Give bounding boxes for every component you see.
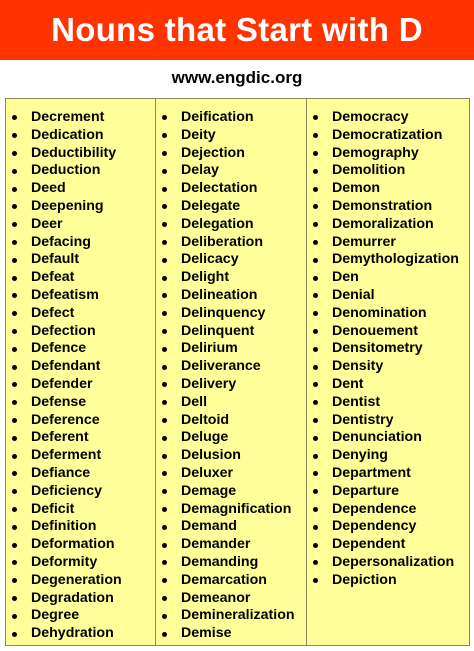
- bullet-icon: [162, 400, 167, 405]
- word-text: Deficiency: [31, 482, 102, 499]
- word-item: [307, 412, 469, 430]
- bullet-icon: [162, 418, 167, 423]
- word-item: [307, 234, 469, 252]
- word-item: [6, 358, 155, 376]
- word-text: Deity: [181, 126, 216, 143]
- bullet-icon: [12, 560, 17, 565]
- word-text: Departure: [332, 482, 400, 499]
- word-text: Delegation: [181, 215, 254, 232]
- word-text: Decrement: [31, 109, 105, 125]
- word-text: Defense: [31, 393, 87, 410]
- word-item: [156, 412, 306, 430]
- word-item: [156, 465, 306, 483]
- word-text: Definition: [31, 518, 97, 535]
- word-text: Demolition: [332, 162, 406, 179]
- word-text: Demanding: [181, 553, 259, 570]
- bullet-icon: [162, 329, 167, 334]
- word-item: [6, 109, 155, 127]
- word-item: [156, 145, 306, 163]
- word-text: Deltoid: [181, 411, 230, 428]
- bullet-icon: [12, 525, 17, 530]
- bullet-icon: [12, 187, 17, 192]
- word-item: [6, 145, 155, 163]
- bullet-icon: [162, 311, 167, 316]
- bullet-icon: [162, 222, 167, 227]
- word-item: [156, 198, 306, 216]
- word-text: Denouement: [332, 322, 418, 339]
- word-item: [6, 376, 155, 394]
- word-item: [6, 572, 155, 590]
- word-text: Department: [332, 464, 411, 481]
- word-item: [6, 536, 155, 554]
- bullet-icon: [162, 454, 167, 459]
- word-item: [6, 251, 155, 269]
- bullet-icon: [313, 454, 318, 459]
- word-text: Deliberation: [181, 233, 263, 250]
- bullet-icon: [162, 382, 167, 387]
- word-item: [307, 376, 469, 394]
- word-item: [307, 145, 469, 163]
- bullet-icon: [162, 507, 167, 512]
- word-text: Dehydration: [31, 625, 114, 642]
- word-text: Deepening: [31, 197, 104, 214]
- word-text: Defeat: [31, 269, 75, 286]
- word-text: Deer: [31, 215, 63, 232]
- bullet-icon: [12, 436, 17, 441]
- word-item: [6, 305, 155, 323]
- word-text: Demythologization: [332, 251, 459, 268]
- word-text: Dependent: [332, 536, 406, 553]
- word-text: Demonstration: [332, 197, 433, 214]
- word-text: Demineralization: [181, 607, 295, 624]
- word-item: [156, 251, 306, 269]
- word-item: [156, 394, 306, 412]
- word-item: [156, 287, 306, 305]
- word-item: [6, 323, 155, 341]
- bullet-icon: [12, 293, 17, 298]
- word-text: Defeatism: [31, 286, 99, 303]
- word-text: Delinquency: [181, 304, 266, 321]
- bullet-icon: [313, 222, 318, 227]
- bullet-icon: [12, 578, 17, 583]
- word-text: Defiance: [31, 464, 91, 481]
- word-text: Demoralization: [332, 215, 434, 232]
- word-item: [307, 465, 469, 483]
- bullet-icon: [12, 240, 17, 245]
- word-item: [307, 429, 469, 447]
- bullet-icon: [12, 543, 17, 548]
- bullet-icon: [162, 258, 167, 263]
- website-label: www.engdic.org: [171, 68, 303, 87]
- word-item: [307, 109, 469, 127]
- bullet-icon: [313, 187, 318, 192]
- word-item: [6, 518, 155, 536]
- word-item: [307, 198, 469, 216]
- word-text: Dent: [332, 375, 364, 392]
- bullet-icon: [313, 311, 318, 316]
- word-text: Defection: [31, 322, 96, 339]
- bullet-icon: [12, 614, 17, 619]
- bullet-icon: [162, 560, 167, 565]
- word-item: [156, 536, 306, 554]
- word-item: [156, 340, 306, 358]
- word-item: [156, 554, 306, 572]
- word-text: Densitometry: [332, 340, 423, 357]
- bullet-icon: [12, 347, 17, 352]
- word-item: [307, 127, 469, 145]
- bullet-icon: [12, 507, 17, 512]
- word-text: Deferent: [31, 429, 89, 446]
- word-text: Delegate: [181, 197, 241, 214]
- word-item: [6, 447, 155, 465]
- word-item: [6, 429, 155, 447]
- word-text: Denomination: [332, 304, 427, 321]
- word-text: Denying: [332, 447, 388, 464]
- word-text: Denial: [332, 286, 375, 303]
- bullet-icon: [313, 578, 318, 583]
- word-text: Delight: [181, 269, 230, 286]
- word-item: [307, 536, 469, 554]
- word-item: [156, 607, 306, 625]
- word-item: [156, 483, 306, 501]
- word-item: [307, 251, 469, 269]
- word-text: Depiction: [332, 571, 397, 588]
- word-item: [156, 447, 306, 465]
- word-text: Deformation: [31, 536, 115, 553]
- bullet-icon: [313, 240, 318, 245]
- word-item: [307, 518, 469, 536]
- word-text: Demander: [181, 536, 251, 553]
- bullet-icon: [313, 329, 318, 334]
- word-text: Degeneration: [31, 571, 122, 588]
- bullet-icon: [313, 382, 318, 387]
- word-item: [307, 162, 469, 180]
- word-text: Dentist: [332, 393, 381, 410]
- word-board: [5, 98, 470, 646]
- word-text: Dell: [181, 393, 208, 410]
- word-item: [6, 269, 155, 287]
- word-item: [6, 394, 155, 412]
- word-item: [156, 625, 306, 643]
- bullet-icon: [12, 169, 17, 174]
- word-item: [156, 590, 306, 608]
- bullet-icon: [12, 489, 17, 494]
- word-text: Defence: [31, 340, 87, 357]
- bullet-icon: [313, 400, 318, 405]
- word-item: [6, 287, 155, 305]
- word-item: [307, 340, 469, 358]
- bullet-icon: [313, 133, 318, 138]
- bullet-icon: [313, 489, 318, 494]
- bullet-icon: [313, 525, 318, 530]
- page-title: Nouns that Start with D: [51, 11, 423, 48]
- bullet-icon: [313, 169, 318, 174]
- word-item: [6, 216, 155, 234]
- bullet-icon: [162, 169, 167, 174]
- bullet-icon: [313, 543, 318, 548]
- word-item: [307, 269, 469, 287]
- title-banner: [0, 0, 474, 60]
- word-text: Delivery: [181, 375, 237, 392]
- word-text: Deference: [31, 411, 100, 428]
- word-item: [307, 287, 469, 305]
- word-item: [156, 162, 306, 180]
- word-text: Delicacy: [181, 251, 239, 268]
- word-item: [307, 483, 469, 501]
- word-text: Demurrer: [332, 233, 396, 250]
- word-text: Defect: [31, 304, 75, 321]
- word-text: Defendant: [31, 358, 101, 375]
- bullet-icon: [162, 204, 167, 209]
- word-item: [307, 358, 469, 376]
- word-text: Democracy: [332, 109, 409, 125]
- bullet-icon: [12, 365, 17, 370]
- bullet-icon: [12, 151, 17, 156]
- word-text: Demarcation: [181, 571, 267, 588]
- bullet-icon: [162, 133, 167, 138]
- word-item: [156, 234, 306, 252]
- bullet-icon: [313, 115, 318, 120]
- bullet-icon: [162, 365, 167, 370]
- word-item: [156, 518, 306, 536]
- word-item: [156, 216, 306, 234]
- bullet-icon: [12, 400, 17, 405]
- word-item: [6, 483, 155, 501]
- word-item: [6, 162, 155, 180]
- bullet-icon: [162, 596, 167, 601]
- word-item: [6, 198, 155, 216]
- bullet-icon: [12, 258, 17, 263]
- word-text: Dejection: [181, 144, 245, 161]
- bullet-icon: [162, 471, 167, 476]
- bullet-icon: [313, 151, 318, 156]
- word-item: [156, 376, 306, 394]
- word-item: [156, 269, 306, 287]
- word-column-2: [155, 99, 306, 645]
- word-item: [307, 554, 469, 572]
- bullet-icon: [162, 115, 167, 120]
- word-item: [307, 323, 469, 341]
- bullet-icon: [12, 115, 17, 120]
- word-text: Deformity: [31, 553, 98, 570]
- word-item: [307, 180, 469, 198]
- word-text: Deferment: [31, 447, 102, 464]
- word-text: Delinquent: [181, 322, 255, 339]
- word-text: Depersonalization: [332, 553, 455, 570]
- bullet-icon: [162, 543, 167, 548]
- bullet-icon: [162, 525, 167, 530]
- word-text: Degree: [31, 607, 80, 624]
- word-text: Dedication: [31, 126, 104, 143]
- bullet-icon: [162, 489, 167, 494]
- bullet-icon: [12, 632, 17, 637]
- word-item: [307, 447, 469, 465]
- bullet-icon: [313, 560, 318, 565]
- word-text: Demagnification: [181, 500, 292, 517]
- word-text: Demage: [181, 482, 237, 499]
- bullet-icon: [162, 347, 167, 352]
- bullet-icon: [12, 329, 17, 334]
- word-item: [156, 323, 306, 341]
- bullet-icon: [162, 240, 167, 245]
- word-text: Deluxer: [181, 464, 234, 481]
- word-item: [307, 501, 469, 519]
- word-item: [6, 465, 155, 483]
- word-text: Demography: [332, 144, 419, 161]
- word-text: Deliverance: [181, 358, 261, 375]
- bullet-icon: [12, 222, 17, 227]
- bullet-icon: [162, 293, 167, 298]
- word-text: Deluge: [181, 429, 229, 446]
- bullet-icon: [12, 133, 17, 138]
- word-text: Democratization: [332, 126, 443, 143]
- bullet-icon: [162, 632, 167, 637]
- word-item: [6, 501, 155, 519]
- word-text: Deduction: [31, 162, 101, 179]
- word-text: Deification: [181, 109, 254, 125]
- word-item: [156, 180, 306, 198]
- bullet-icon: [12, 276, 17, 281]
- bullet-icon: [313, 471, 318, 476]
- word-item: [6, 127, 155, 145]
- word-text: Dependence: [332, 500, 417, 517]
- word-item: [6, 340, 155, 358]
- word-text: Default: [31, 251, 80, 268]
- word-item: [6, 554, 155, 572]
- word-text: Demise: [181, 625, 232, 642]
- word-text: Degradation: [31, 589, 114, 606]
- word-text: Density: [332, 358, 384, 375]
- bullet-icon: [12, 596, 17, 601]
- word-text: Denunciation: [332, 429, 422, 446]
- bullet-icon: [313, 276, 318, 281]
- word-column-1: [6, 99, 155, 645]
- word-text: Defacing: [31, 233, 91, 250]
- word-item: [6, 234, 155, 252]
- word-text: Defender: [31, 375, 93, 392]
- word-text: Delirium: [181, 340, 238, 357]
- word-item: [307, 572, 469, 590]
- word-item: [6, 607, 155, 625]
- bullet-icon: [162, 187, 167, 192]
- word-item: [156, 572, 306, 590]
- bullet-icon: [162, 151, 167, 156]
- word-text: Deed: [31, 180, 66, 197]
- bullet-icon: [162, 614, 167, 619]
- bullet-icon: [12, 471, 17, 476]
- word-text: Demon: [332, 180, 381, 197]
- word-item: [156, 127, 306, 145]
- bullet-icon: [313, 507, 318, 512]
- word-item: [6, 412, 155, 430]
- bullet-icon: [12, 418, 17, 423]
- bullet-icon: [12, 382, 17, 387]
- bullet-icon: [313, 347, 318, 352]
- word-text: Delay: [181, 162, 219, 179]
- word-text: Dependency: [332, 518, 417, 535]
- word-text: Delusion: [181, 447, 241, 464]
- bullet-icon: [12, 454, 17, 459]
- word-item: [156, 358, 306, 376]
- bullet-icon: [313, 204, 318, 209]
- word-column-3: [306, 99, 469, 645]
- bullet-icon: [313, 436, 318, 441]
- word-item: [307, 216, 469, 234]
- bullet-icon: [313, 418, 318, 423]
- word-text: Delectation: [181, 180, 258, 197]
- word-item: [307, 305, 469, 323]
- word-text: Deductibility: [31, 144, 117, 161]
- word-item: [156, 305, 306, 323]
- word-item: [156, 109, 306, 127]
- word-item: [6, 625, 155, 643]
- word-item: [6, 590, 155, 608]
- bullet-icon: [12, 204, 17, 209]
- bullet-icon: [162, 436, 167, 441]
- bullet-icon: [12, 311, 17, 316]
- word-item: [156, 501, 306, 519]
- word-text: Dentistry: [332, 411, 394, 428]
- bullet-icon: [162, 276, 167, 281]
- bullet-icon: [313, 258, 318, 263]
- bullet-icon: [313, 365, 318, 370]
- bullet-icon: [162, 578, 167, 583]
- word-item: [6, 180, 155, 198]
- word-text: Den: [332, 269, 359, 286]
- word-text: Demeanor: [181, 589, 251, 606]
- word-item: [307, 394, 469, 412]
- word-text: Deficit: [31, 500, 75, 517]
- bullet-icon: [313, 293, 318, 298]
- word-item: [156, 429, 306, 447]
- word-text: Demand: [181, 518, 237, 535]
- word-text: Delineation: [181, 286, 258, 303]
